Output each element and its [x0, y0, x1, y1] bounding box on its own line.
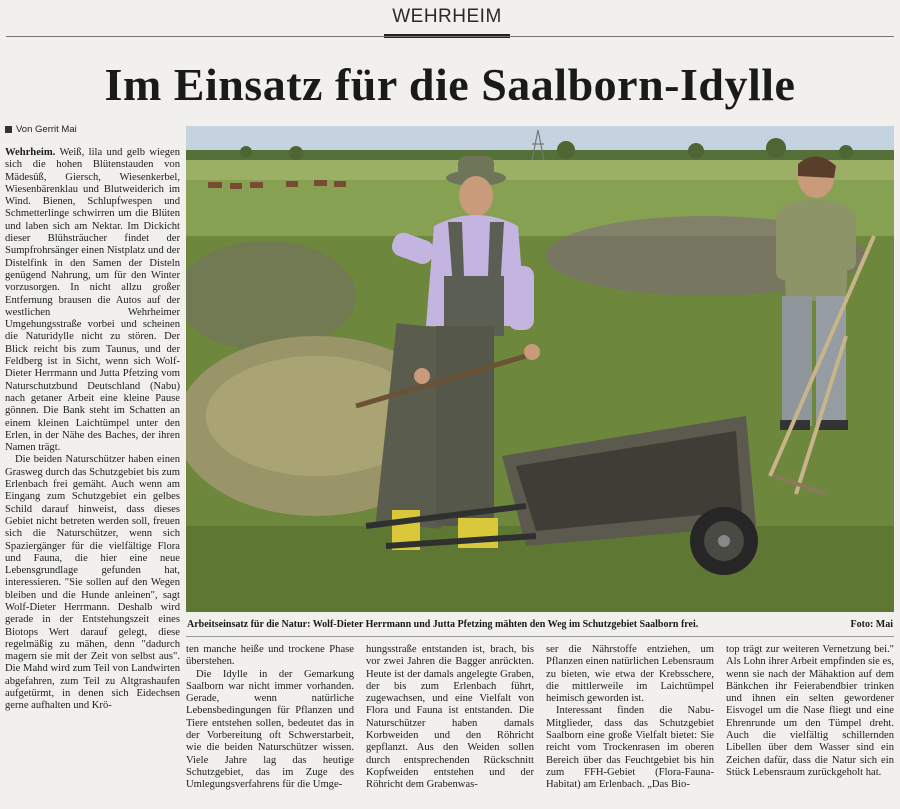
byline-marker-icon — [5, 126, 12, 133]
caption-rule — [186, 636, 894, 637]
lead-paragraph — [5, 147, 180, 454]
paragraph: ser die Nährstoffe entziehen, um Pflanzen einen natürlichen Lebensraum zu bieten, wie etwa der Krebsschere, die mittlerweile im Laichtümpel heimisch geworden ist. — [546, 644, 714, 705]
article-column-4 — [546, 644, 714, 804]
photo-credit: Foto: Mai — [850, 619, 893, 630]
byline-text: Von Gerrit Mai — [16, 124, 77, 135]
caption-text: Arbeitseinsatz für die Natur: Wolf-Dieter Herrmann und Jutta Pfetzing mähten den Weg im Schutzgebiet Saalborn frei. — [187, 619, 699, 630]
paragraph: Die Idylle in der Gemarkung Saalborn war nicht immer vorhanden. Gerade, wenn natürliche Lebensbedingungen für Pflanzen und Tiere entstehen sollen, bedeutet das in der Vorbereitung oft Schwerstarbeit, wie die beiden Naturschützer wissen. Viele Jahre lag das heutige Schutzgebiet, das im Zuge des Umlegungsverfahrens für die Umge- — [186, 668, 354, 791]
article-column-3 — [366, 644, 534, 804]
article-photo — [186, 126, 894, 612]
paragraph: Interessant finden die Nabu-Mitglieder, dass das Schutzgebiet Saalborn eine große Vielfalt bietet: Sie reicht vom Trockenrasen im oberen Bereich über das Feuchtgebiet bis hin zum FFH-Gebiet (Flora-Fauna-Habitat) am Erlenbach. „Das Bio- — [546, 705, 714, 791]
article-column-1 — [5, 147, 180, 802]
article-column-2 — [186, 644, 354, 804]
paragraph: Die beiden Naturschützer haben einen Grasweg durch das Schutzgebiet bis zum Erlenbach frei gemäht. Auch wenn am Eingang zum Schutzgebiet ein gelbes Schild darauf hinweist, dass dieses Gebiet nicht betreten werden soll, freuen sich die Naturschützer, wenn sich Spaziergänger für die vielfältige Flora und Fauna, die hier eine neue Lebensgrundlage gefunden hat, interessieren. "Sie sollen auf den Wegen bleiben und die Hunde anleinen", sagt Wolf-Dieter Herrmann. Deshalb wird gerade in der Entstehungszeit eines Biotops Wert darauf gelegt, diese regelmäßig zu mähen, denn "dadurch magern sie mit der Zeit von selbst aus". Die Mahd wird zum Teil von Landwirten abgefahren, zum Teil zu Altgrashaufen aufgetürmt, in denen sich Eidechsen gerne aufhalten und Krö- — [5, 454, 180, 712]
byline — [5, 124, 77, 135]
paragraph-text: Weiß, lila und gelb wiegen sich die hohen Blütenstauden von Mädesüß, Giersch, Wiesenkerbel, Wiesenbärenklau und Blutweiderich im Wind. Bienen, Schlupfwespen und Schmetterlinge schwirren um die Blüten und laben sich am Nektar. Im Dickicht dieser Blühsträucher findet der Sumpfrohrsänger einen Nistplatz und der Distelfink in den Samen der Disteln genügend Nahrung, um für den Winter vorzusorgen. In nicht allzu großer Entfernung brausen die Autos auf der westlichen Wehrheimer Umgehungsstraße vorbei und scheinen die Naturidylle nicht zu stören. Der Blick reicht bis zum Taunus, und der Feldberg ist in Sicht, wenn sich Wolf-Dieter Herrmann und Jutta Pfetzing vom Naturschutzbund Deutschland (Nabu) nach getaner Arbeit eine kleine Pause gönnen. Die Bank steht im Schatten an einem kleinen Laichtümpel unter den Erlen, in der Nähe des Baches, der ihren Namen trägt. — [5, 147, 180, 454]
paragraph: hungsstraße entstanden ist, brach, bis vor zwei Jahren die Bagger anrückten. Heute ist der damals angelegte Graben, der bis zum Erlenbach führt, zugewachsen, und eine Vielfalt von Flora und Fauna ist entstanden. Die Naturschützer haben damals Korbweiden und den Röhricht gepflanzt. Aus den Weiden sollen durch entsprechenden Rückschnitt Kopfweiden entstehen und der Röhricht dem Grabenwas- — [366, 644, 534, 791]
headline: Im Einsatz für die Saalborn-Idylle — [104, 59, 796, 110]
photo-caption — [187, 619, 893, 630]
dateline: Wehrheim. — [5, 147, 56, 158]
article-column-5 — [726, 644, 894, 804]
header-rule — [6, 36, 894, 37]
section-label: WEHRHEIM — [392, 6, 502, 27]
paragraph: ten manche heiße und trockene Phase überstehen. — [186, 644, 354, 668]
paragraph: top trägt zur weiteren Vernetzung bei." Als Lohn ihrer Arbeit empfinden sie es, wenn sie nach der Mähaktion auf dem Bänkchen ihr Feierabendbier trinken und ihnen ein selten gewordener Eisvogel um die Nase fliegt und eine Ehrenrunde um den Tümpel dreht. Auch die vielfältig schillernden Libellen über dem Wasser sind ein Zeichen dafür, dass die Natur sich ein Stück Lebensraum zurückgeholt hat. — [726, 644, 894, 778]
